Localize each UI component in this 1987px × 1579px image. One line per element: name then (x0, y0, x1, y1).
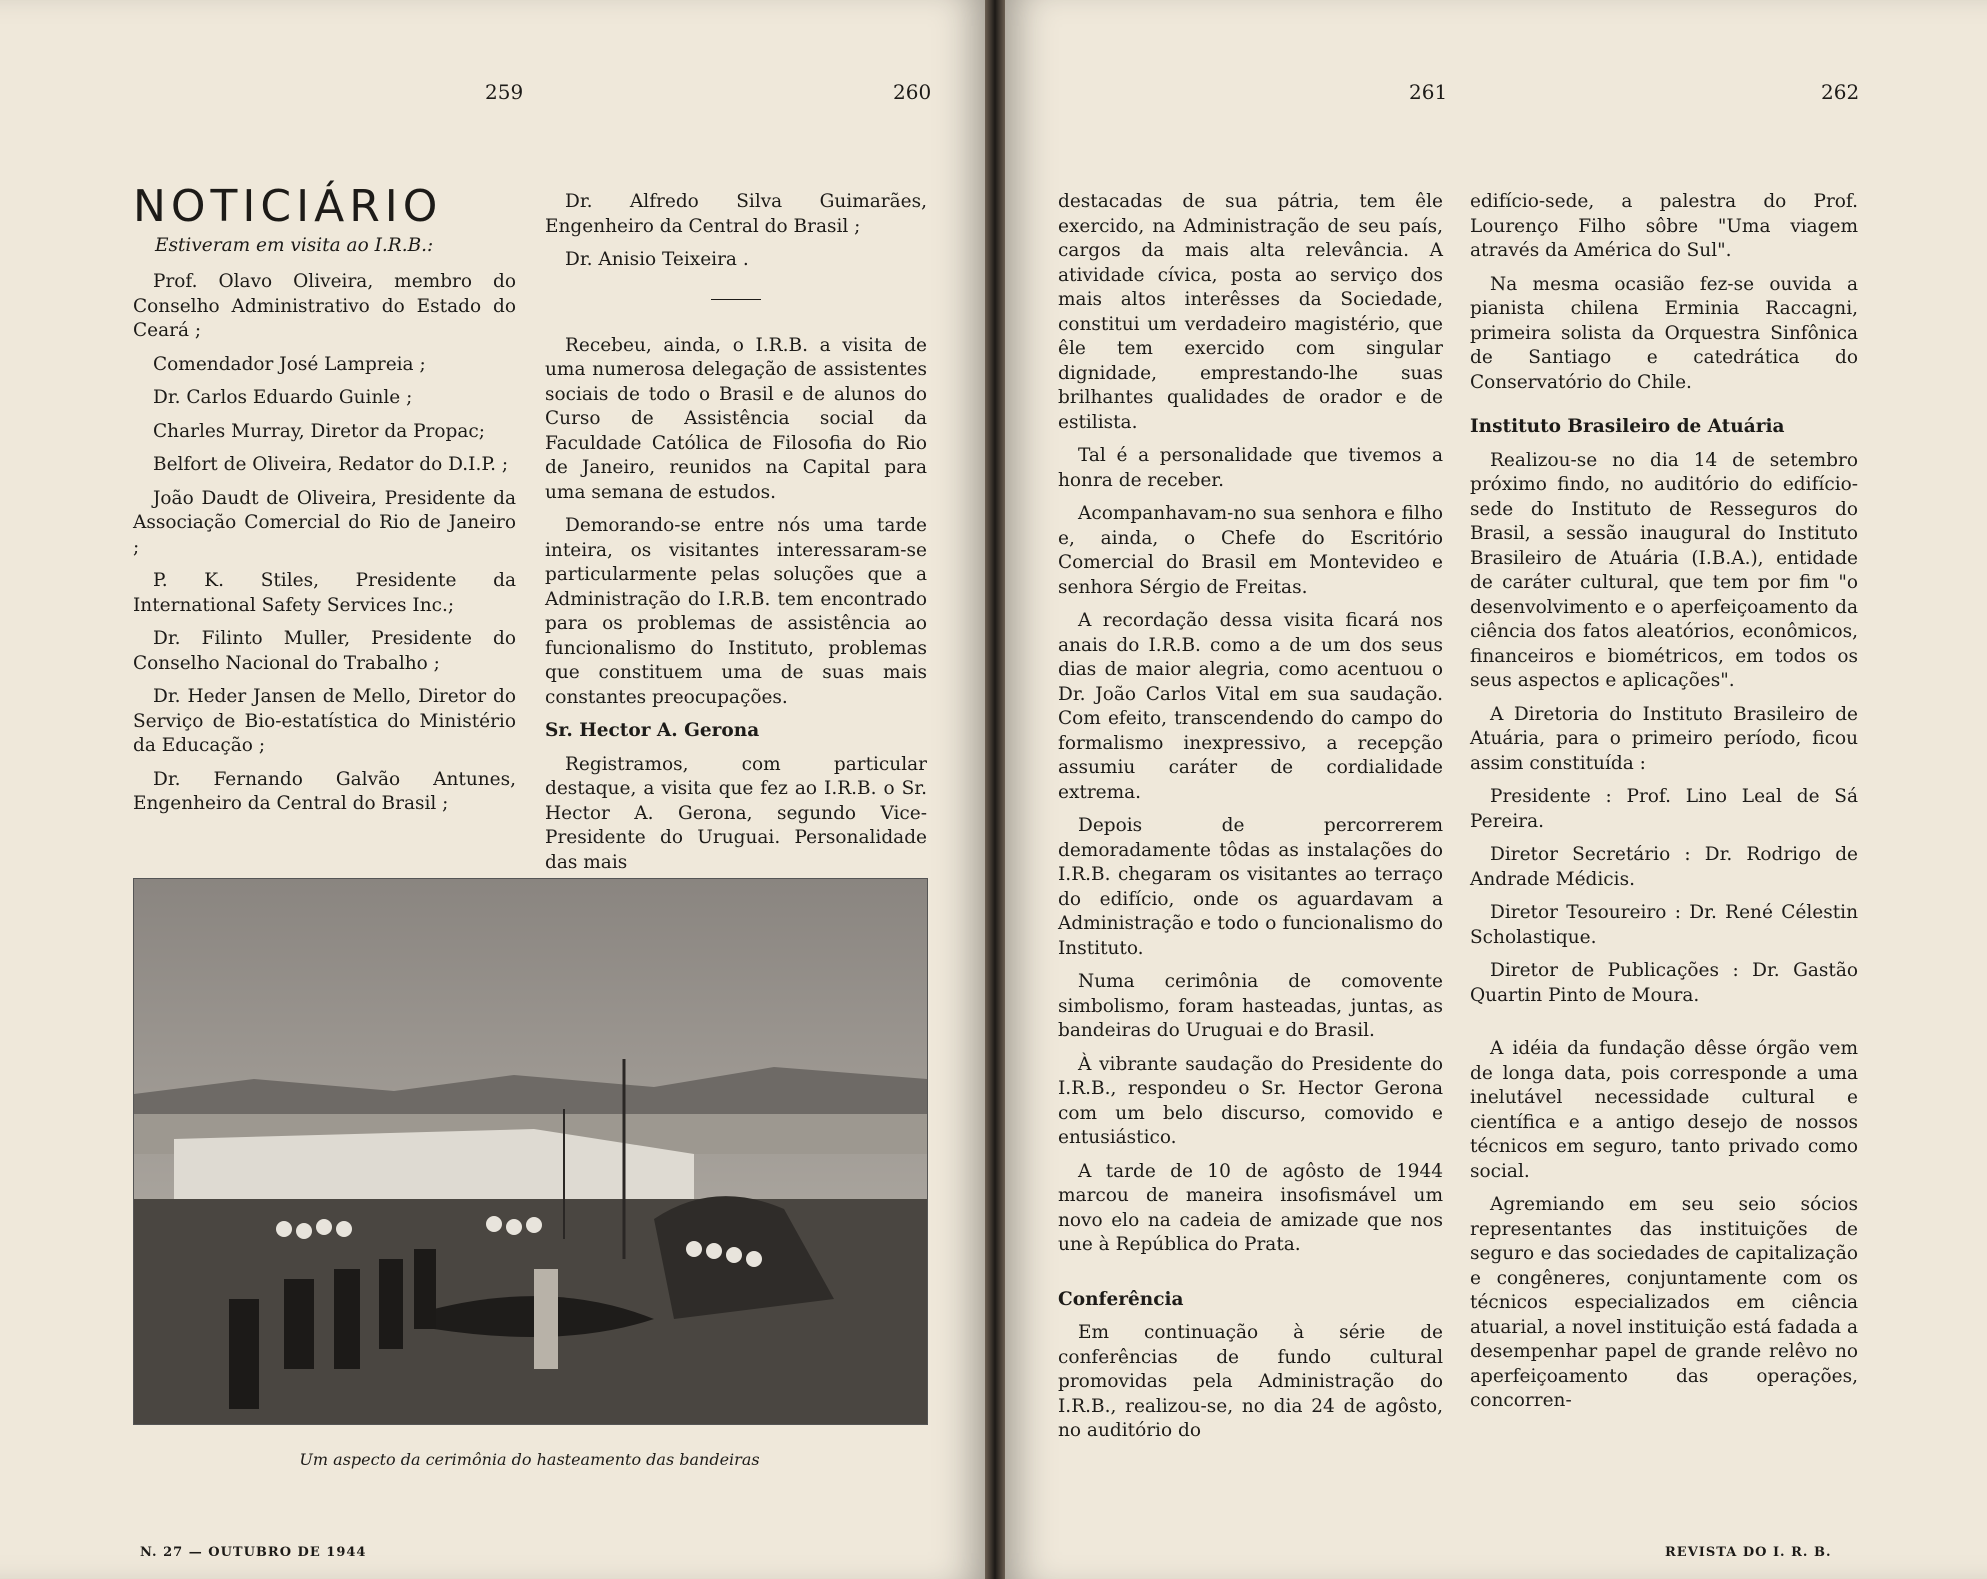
paragraph: Acompanhavam-no sua senhora e filho e, ainda, o Chefe do Escritório Comercial do Brasil em Montevideo e senhora Sérgio de Freitas. (1058, 503, 1443, 598)
director-item: Diretor Secretário : Dr. Rodrigo de Andrade Médicis. (1470, 844, 1858, 890)
ceremony-photo (133, 878, 928, 1425)
visitor-item: Dr. Fernando Galvão Antunes, Engenheiro da Central do Brasil ; (133, 768, 516, 814)
photo-caption: Um aspecto da cerimônia do hasteamento das bandeiras (299, 1450, 760, 1469)
subheading-iba: Instituto Brasileiro de Atuária (1470, 416, 1785, 437)
paragraph: edifício-sede, a palestra do Prof. Lourenço Filho sôbre "Uma viagem através da América do Sul". (1470, 191, 1858, 261)
visitor-item: Dr. Alfredo Silva Guimarães, Engenheiro da Central do Brasil ; (545, 191, 927, 237)
paragraph: Depois de percorrerem demoradamente tôdas as instalações do I.R.B. chegaram os visitantes ao terraço do edifício, onde os aguardavam a Administração e todo o funcionalismo do Instituto. (1058, 815, 1443, 959)
paragraph: Registramos, com particular destaque, a visita que fez ao I.R.B. o Sr. Hector A. Gerona, segundo Vice-Presidente do Uruguai. Personalidade das mais (545, 753, 927, 873)
paragraph: Na mesma ocasião fez-se ouvida a pianista chilena Erminia Raccagni, primeira solista da Orquestra Sinfônica de Santiago e catedrática do Conservatório do Chile. (1470, 273, 1858, 393)
paragraph: A recordação dessa visita ficará nos anais do I.R.B. como a de um dos seus dias de maior alegria, como acentuou o Dr. João Carlos Vital em sua saudação. Com efeito, transcendendo do campo do formalismo inexpressivo, a recepção assumiu caráter de cordialidade extrema. (1058, 610, 1443, 803)
paragraph: Agremiando em seu seio sócios representantes das instituições de seguro e das sociedades de capitalização e congêneres, conjuntamente com os técnicos especializados em ciência atuarial, a novel instituição está fadada a desempenhar papel de grande relêvo no aperfeiçoamento das operações, concorren- (1470, 1194, 1858, 1411)
director-item: Presidente : Prof. Lino Leal de Sá Pereira. (1470, 786, 1858, 832)
paragraph: A Diretoria do Instituto Brasileiro de Atuária, para o primeiro período, ficou assim constituída : (1470, 703, 1858, 774)
paragraph: Realizou-se no dia 14 de setembro próximo findo, no auditório do edifício-sede do Instituto de Resseguros do Brasil, a sessão inaugural do Instituto Brasileiro de Atuária (I.B.A.), entidade de caráter cultural, que tem por fim "o desenvolvimento e o aperfeiçoamento da ciência dos fatos aleatórios, econômicos, financeiros e biométricos, em todos os seus aspectos e aplicações". (1470, 449, 1858, 691)
visitor-item: P. K. Stiles, Presidente da International Safety Services Inc.; (133, 570, 516, 616)
book-gutter (985, 0, 1005, 1579)
page-number-259: 259 (485, 80, 524, 104)
page-number-262: 262 (1821, 80, 1860, 104)
subheading-conferencia: Conferência (1058, 1288, 1184, 1310)
right-column-2 (1470, 190, 1858, 1423)
left-column-2 (545, 190, 927, 884)
visitor-item: Dr. Carlos Eduardo Guinle ; (153, 387, 413, 408)
paragraph: Tal é a personalidade que tivemos a honra de receber. (1058, 445, 1443, 491)
visitor-item: Dr. Filinto Muller, Presidente do Conselho Nacional do Trabalho ; (133, 628, 516, 674)
visitor-item: Prof. Olavo Oliveira, membro do Conselho Administrativo do Estado do Ceará ; (133, 271, 516, 341)
paragraph: A idéia da fundação dêsse órgão vem de longa data, pois corresponde a uma inelutável necessidade cultural e científica e a antigo desejo de nossos técnicos em seguro, tanto privado como social. (1470, 1038, 1858, 1182)
paragraph: Numa cerimônia de comovente simbolismo, foram hasteadas, juntas, as bandeiras do Uruguai e do Brasil. (1058, 971, 1443, 1041)
director-item: Diretor de Publicações : Dr. Gastão Quartin Pinto de Moura. (1470, 960, 1858, 1006)
right-page (1005, 0, 1987, 1579)
director-item: Diretor Tesoureiro : Dr. René Célestin Scholastique. (1470, 902, 1858, 948)
visitor-item: Comendador José Lampreia ; (153, 353, 426, 375)
paragraph: Recebeu, ainda, o I.R.B. a visita de uma numerosa delegação de assistentes sociais de todo o Brasil e de alunos do Curso de Assistência social da Faculdade Católica de Filosofia do Rio de Janeiro, reunidos na Capital para uma semana de estudos. (545, 334, 927, 503)
page-number-261: 261 (1409, 80, 1448, 104)
page-number-260: 260 (893, 80, 932, 104)
visitor-item: João Daudt de Oliveira, Presidente da Associação Comercial do Rio de Janeiro ; (133, 487, 516, 558)
intro-line: Estiveram em visita ao I.R.B.: (155, 234, 434, 256)
footer-issue: N. 27 — OUTUBRO DE 1944 (140, 1545, 367, 1560)
separator-rule (711, 299, 761, 300)
flag-ceremony-picture (134, 879, 927, 1424)
visitor-item: Dr. Anisio Teixeira . (565, 249, 749, 270)
paragraph: destacadas de sua pátria, tem êle exercido, na Administração de seu país, cargos da mais alta relevância. A atividade cívica, posta ao serviço dos mais altos interêsses da Sociedade, constitui um verdadeiro magistério, que êle tem exercido com singular dignidade, emprestando-lhe suas brilhantes qualidades de orador e de estilista. (1058, 191, 1443, 433)
paragraph: Demorando-se entre nós uma tarde inteira, os visitantes interessaram-se particularmente pelas soluções que a Administração do I.R.B. tem encontrado para os problemas de assistência ao funcionalismo do Instituto, problemas que constituem uma de suas mais constantes preocupações. (545, 515, 927, 708)
paragraph: A tarde de 10 de agôsto de 1944 marcou de maneira insofismável um novo elo na cadeia de amizade que nos une à República do Prata. (1058, 1160, 1443, 1255)
visitor-item: Dr. Heder Jansen de Mello, Diretor do Serviço de Bio-estatística do Ministério da Educação ; (133, 686, 516, 756)
section-heading: NOTICIÁRIO (133, 181, 443, 232)
left-page (0, 0, 985, 1579)
subheading-gerona: Sr. Hector A. Gerona (545, 720, 760, 741)
paragraph: À vibrante saudação do Presidente do I.R.B., respondeu o Sr. Hector Gerona com um belo discurso, comovido e entusiástico. (1058, 1053, 1443, 1148)
paragraph: Em continuação à série de conferências de fundo cultural promovidas pela Administração do I.R.B., realizou-se, no dia 24 de agôsto, no auditório do (1058, 1322, 1443, 1441)
right-column-1 (1058, 190, 1443, 1453)
visitor-item: Belfort de Oliveira, Redator do D.I.P. ; (153, 454, 509, 475)
footer-journal: REVISTA DO I. R. B. (1665, 1545, 1832, 1560)
visitor-item: Charles Murray, Diretor da Propac; (153, 420, 485, 442)
left-column-1 (133, 181, 516, 826)
